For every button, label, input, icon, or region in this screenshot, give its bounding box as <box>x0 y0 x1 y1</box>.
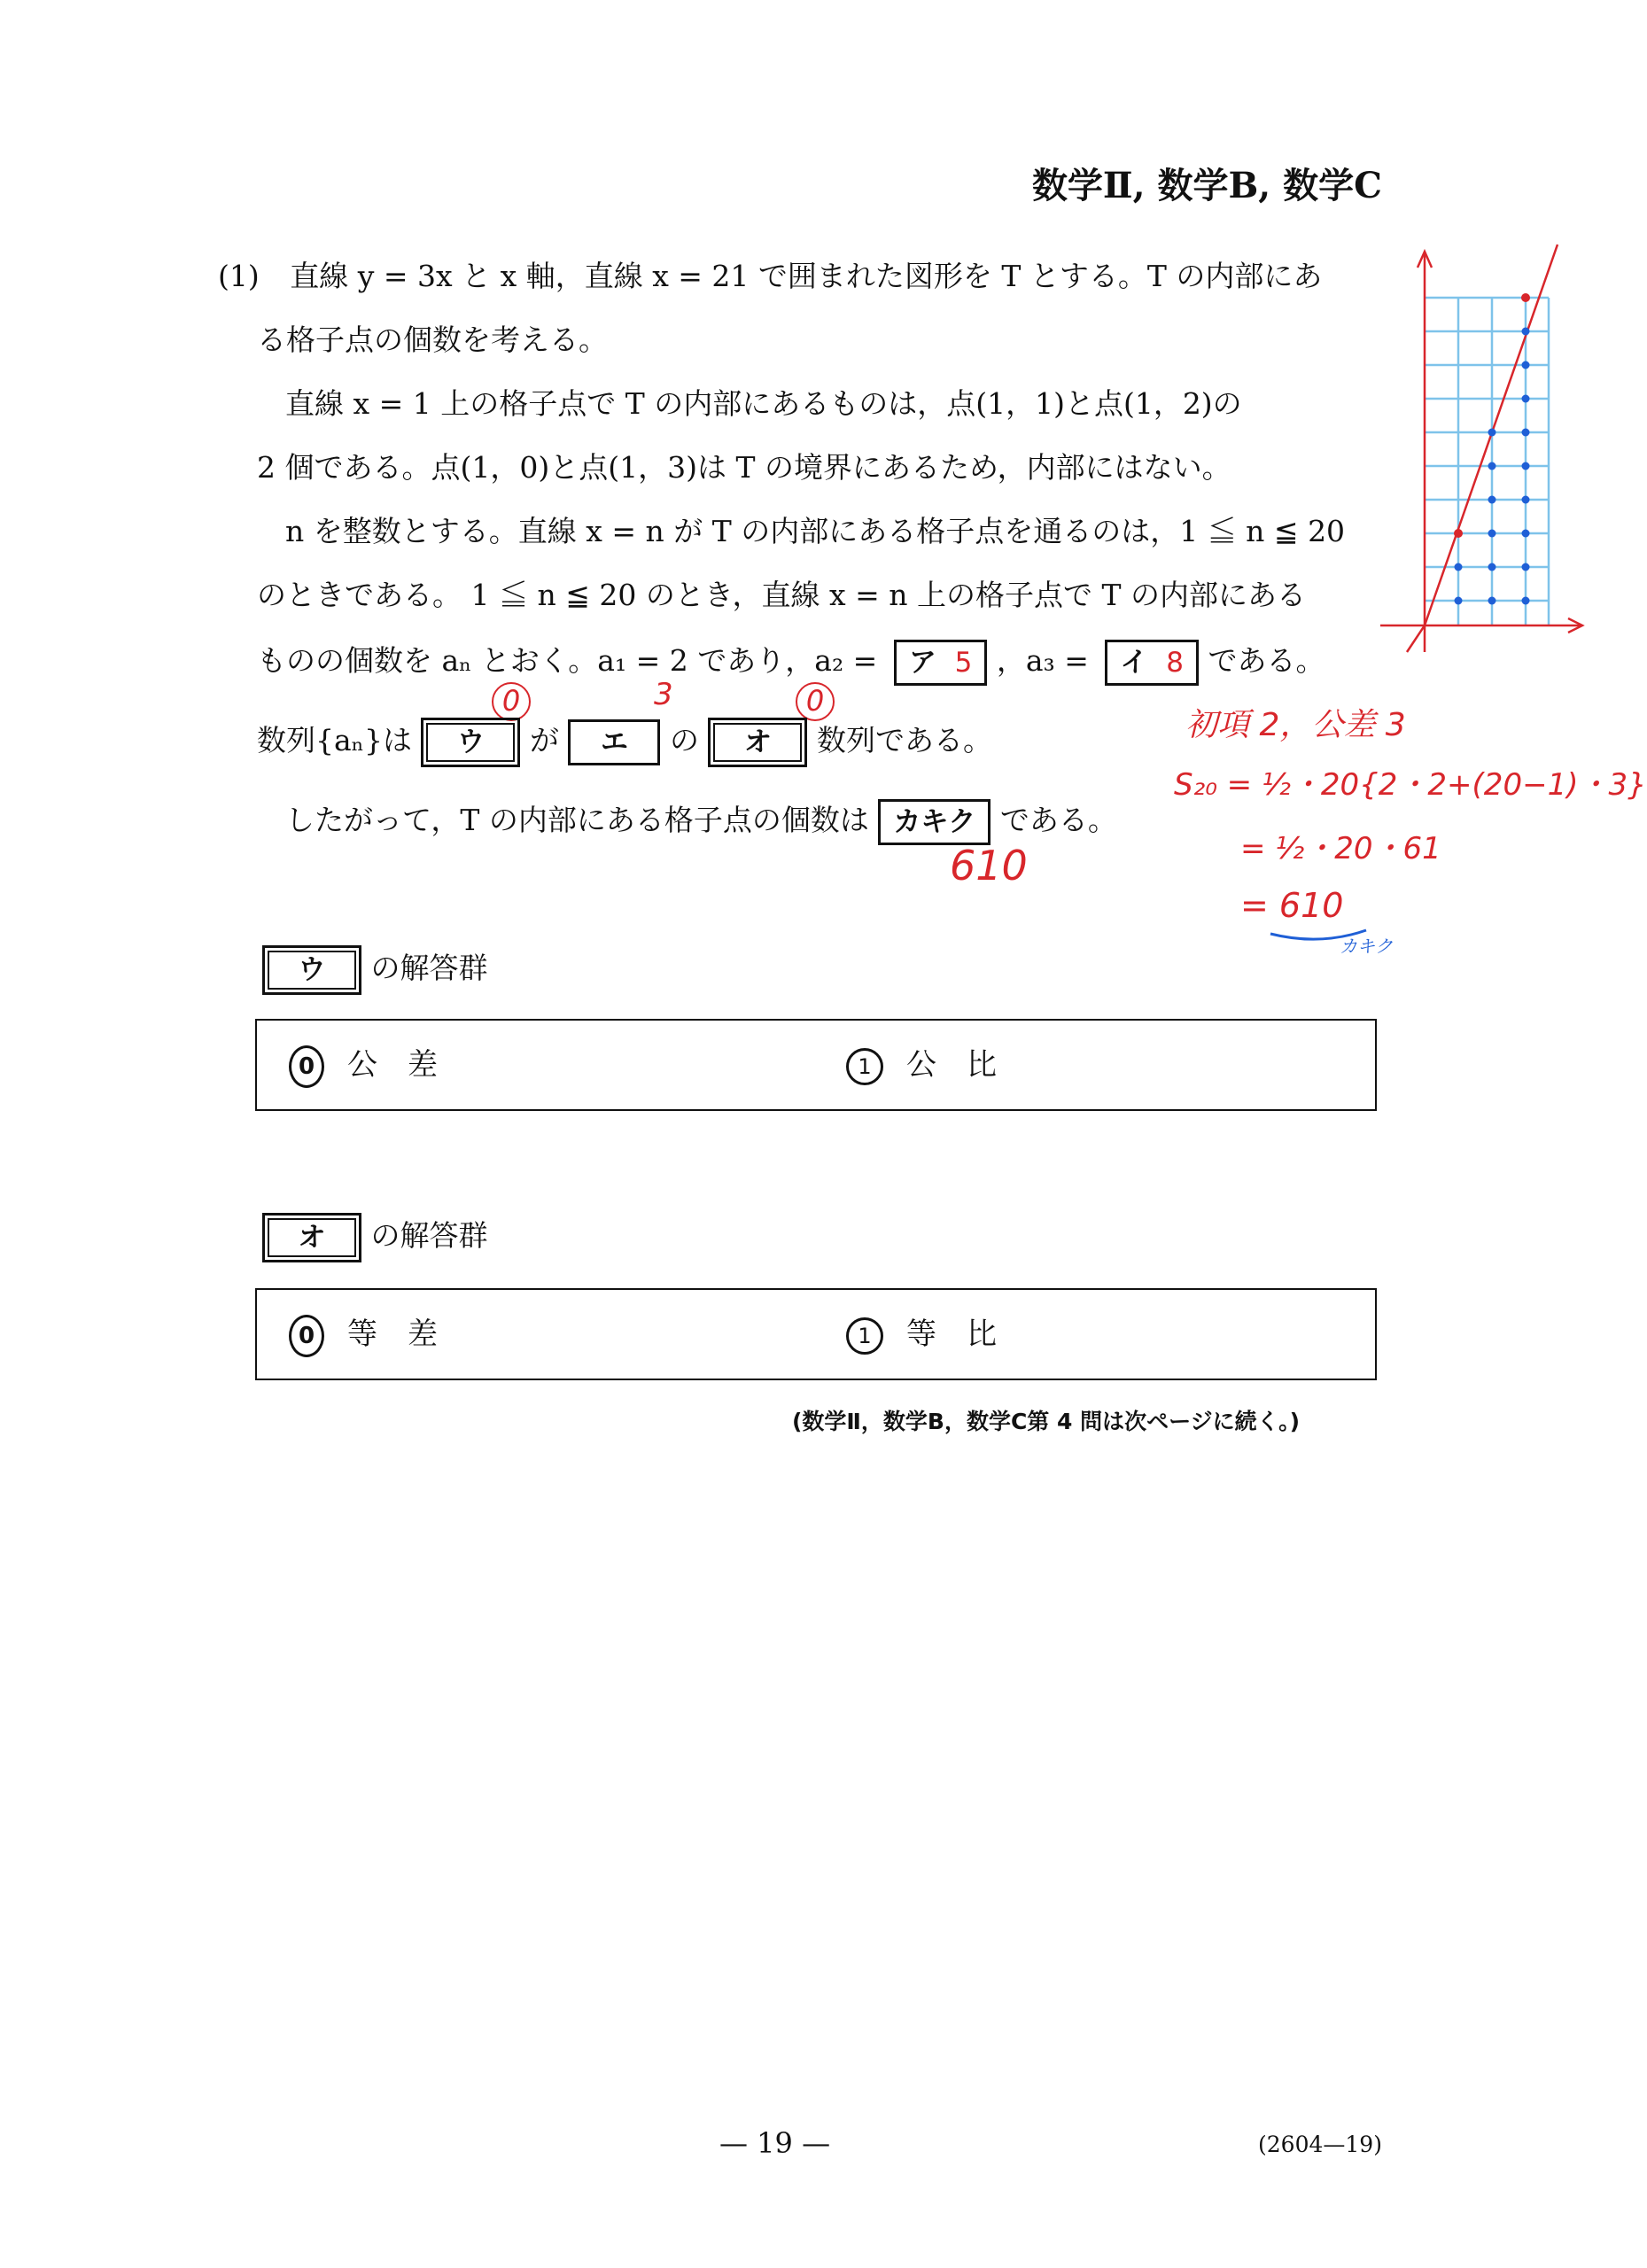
option-text: 等 差 <box>347 1317 438 1352</box>
text-segment: 数列{aₙ}は <box>257 723 412 757</box>
group-blank-u-text: ウ <box>268 951 356 990</box>
handwritten-e-answer: 3 <box>654 677 673 712</box>
blank-o[interactable] <box>708 718 807 767</box>
handwritten-kakiku-answer: 610 <box>950 842 1028 889</box>
handwritten-a-answer: 5 <box>954 647 973 679</box>
problem-line-4: 2 個である。点(1，0)と点(1，3)は T の境界にあるため，内部にはない。 <box>257 450 1231 485</box>
continue-note: (数学Ⅱ，数学B，数学C第 4 問は次ページに続く。) <box>792 1409 1301 1434</box>
problem-line-9 <box>285 799 1117 845</box>
option-number-0: 0 <box>289 1315 324 1357</box>
handwritten-work-4: = 610 <box>1240 886 1344 925</box>
handwritten-work-3: = ½・20・61 <box>1240 831 1441 866</box>
blank-a[interactable] <box>894 640 988 686</box>
option-o-1[interactable] <box>846 1311 997 1357</box>
group-blank-o-text: オ <box>268 1218 356 1257</box>
option-text: 公 差 <box>347 1047 438 1083</box>
problem-line-1 <box>218 257 1322 296</box>
blank-u-label: ウ <box>426 723 515 762</box>
blank-o-label: オ <box>713 723 802 762</box>
problem-line-5: n を整数とする。直線 x = n が T の内部にある格子点を通るのは，1 ≦ n ≦ 20 <box>285 514 1346 548</box>
blank-i[interactable] <box>1105 640 1199 686</box>
handwritten-o-answer: 0 <box>796 682 835 721</box>
problem-line-2: る格子点の個数を考える。 <box>257 322 608 357</box>
subject-title: 数学Ⅱ, 数学B, 数学C <box>1031 165 1382 206</box>
option-text: 公 比 <box>906 1047 997 1083</box>
text-segment: である。 <box>999 803 1117 837</box>
answer-group-u <box>255 1019 1377 1111</box>
problem-text-1: 直線 y = 3x と x 軸，直線 x = 21 で囲まれた図形を T とする。T の内部にあ <box>290 259 1323 293</box>
blank-e-label: エ <box>600 726 628 758</box>
text-segment: ものの個数を aₙ とおく。a₁ = 2 であり，a₂ = <box>257 643 878 678</box>
handwritten-work-1: 初項 2，公差 3 <box>1185 707 1406 743</box>
handwritten-grid-sketch <box>1371 236 1584 652</box>
handwritten-i-answer: 8 <box>1166 647 1184 679</box>
text-segment: したがって，T の内部にある格子点の個数は <box>285 803 869 837</box>
problem-line-6: のときである。 1 ≦ n ≦ 20 のとき，直線 x = n 上の格子点で T の内部にある <box>257 578 1306 612</box>
problem-line-3: 直線 x = 1 上の格子点で T の内部にあるものは，点(1，1)と点(1，2)の <box>285 386 1242 421</box>
problem-line-8 <box>257 718 992 767</box>
option-number-1: 1 <box>846 1048 883 1085</box>
page-code: (2604—19) <box>1258 2132 1382 2157</box>
blank-a-label: ア <box>908 647 936 679</box>
text-segment: 数列である。 <box>816 723 992 757</box>
group-label-text: の解答群 <box>370 951 488 985</box>
group-blank-u <box>262 945 361 995</box>
text-segment: が <box>529 723 559 757</box>
problem-number: (1) <box>218 259 260 293</box>
answer-group-u-label <box>262 944 488 995</box>
text-segment: ，a₃ = <box>996 643 1089 678</box>
group-blank-o <box>262 1213 361 1262</box>
option-text: 等 比 <box>906 1317 997 1352</box>
blank-kakiku[interactable] <box>878 799 991 845</box>
blank-e[interactable] <box>568 719 660 765</box>
answer-group-o <box>255 1288 1377 1380</box>
option-number-0: 0 <box>289 1045 324 1088</box>
problem-line-7 <box>257 640 1325 686</box>
option-number-1: 1 <box>846 1317 883 1355</box>
handwritten-u-answer: 0 <box>492 682 531 721</box>
blank-kakiku-label: カキク <box>893 806 976 838</box>
handwritten-work-label: カキク <box>1340 936 1393 957</box>
page-number: — 19 — <box>719 2126 831 2160</box>
handwritten-work-2: S₂₀ = ½・20{2・2+(20−1)・3} <box>1174 767 1647 803</box>
option-o-0[interactable] <box>289 1311 438 1357</box>
option-u-0[interactable] <box>289 1042 438 1088</box>
blank-i-label: イ <box>1120 647 1148 679</box>
text-segment: である。 <box>1208 643 1325 678</box>
blank-u[interactable] <box>421 718 520 767</box>
option-u-1[interactable] <box>846 1042 997 1088</box>
text-segment: の <box>669 723 699 757</box>
group-label-text: の解答群 <box>370 1218 488 1253</box>
answer-group-o-label <box>262 1212 488 1262</box>
